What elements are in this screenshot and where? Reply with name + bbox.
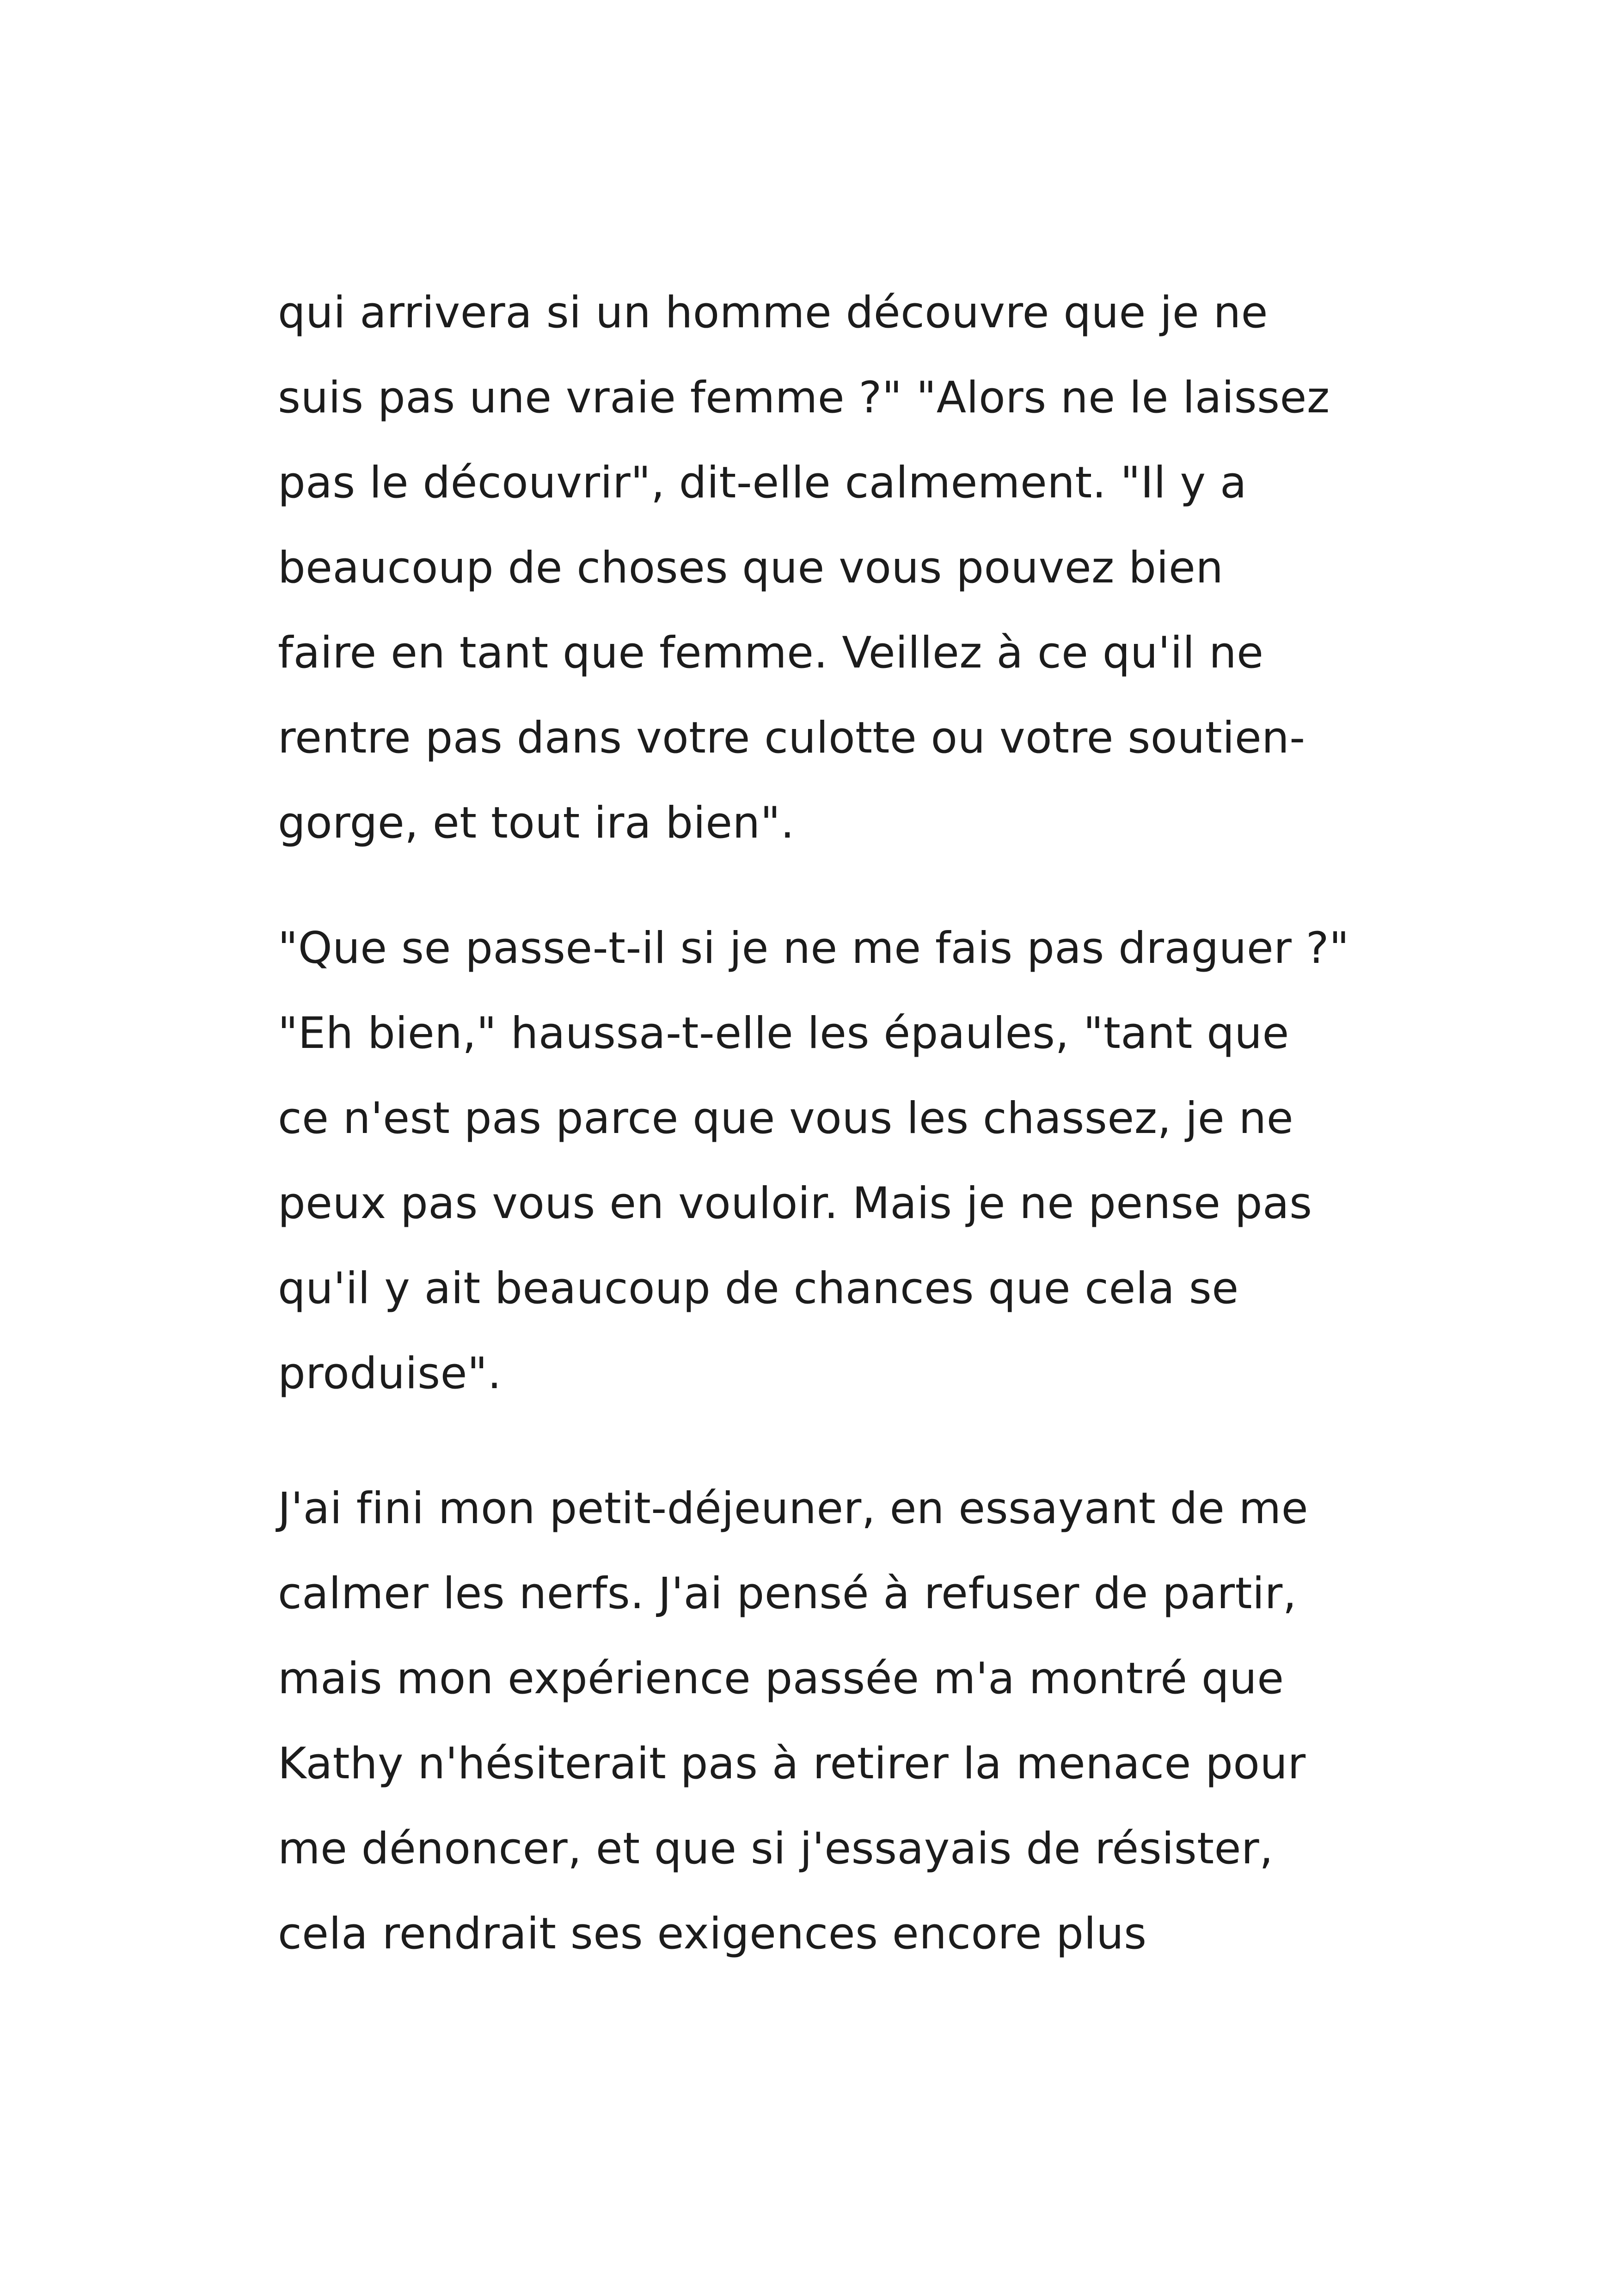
text-line: peux pas vous en vouloir. Mais je ne pense pas (278, 1178, 1312, 1229)
text-line: rentre pas dans votre culotte ou votre soutien- (278, 713, 1305, 763)
text-line: suis pas une vraie femme ?" "Alors ne le laissez (278, 373, 1330, 423)
text-line: gorge, et tout ira bien". (278, 798, 795, 848)
paragraph-2 (278, 906, 1387, 1416)
text-line: me dénoncer, et que si j'essayais de résister, (278, 1824, 1274, 1874)
text-line: qu'il y ait beaucoup de chances que cela se (278, 1263, 1239, 1314)
text-line: calmer les nerfs. J'ai pensé à refuser de partir, (278, 1568, 1297, 1619)
paragraph-3 (278, 1466, 1387, 1977)
text-line: faire en tant que femme. Veillez à ce qu'il ne (278, 628, 1264, 678)
text-line: ce n'est pas parce que vous les chassez, je ne (278, 1093, 1294, 1144)
text-line: J'ai fini mon petit-déjeuner, en essayant de me (278, 1483, 1309, 1534)
paragraph-1 (278, 270, 1387, 866)
text-line: mais mon expérience passée m'a montré que (278, 1653, 1284, 1704)
text-line: cela rendrait ses exigences encore plus (278, 1909, 1147, 1959)
text-line: qui arrivera si un homme découvre que je ne (278, 288, 1269, 338)
text-line: pas le découvrir", dit-elle calmement. "Il y a (278, 458, 1247, 508)
text-line: "Eh bien," haussa-t-elle les épaules, "tant que (278, 1008, 1289, 1059)
text-line: produise". (278, 1348, 502, 1399)
text-line: Kathy n'hésiterait pas à retirer la menace pour (278, 1739, 1306, 1789)
text-line: beaucoup de choses que vous pouvez bien (278, 543, 1224, 593)
text-line: "Que se passe-t-il si je ne me fais pas draguer ?" (278, 923, 1349, 974)
